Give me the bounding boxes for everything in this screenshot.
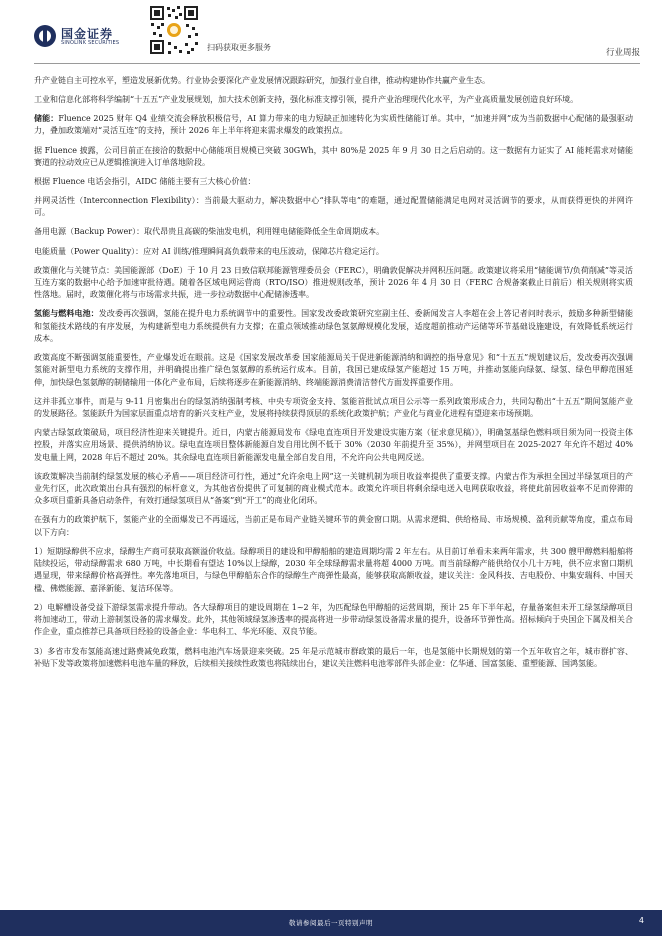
report-body (34, 75, 633, 677)
logo-mark-icon (34, 25, 56, 47)
company-logo (34, 25, 144, 49)
paragraph-text: 据 Fluence 披露，公司目前正在接洽的数据中心储能项目规模已突破 30GWh，其中 80%是 2025 年 9 月 30 日之后启动的。这一数据有力证实了 AI 能耗需求对储能赛道的拉动效应已从逻辑推演进入订单落地阶段。 (34, 145, 633, 167)
paragraph (34, 94, 633, 106)
paragraph (34, 195, 633, 220)
paragraph-text: 电能质量（Power Quality）：应对 AI 训练/推理瞬间高负载带来的电压波动，保障芯片稳定运行。 (34, 246, 384, 256)
paragraph-text: 根据 Fluence 电话会指引，AIDC 储能主要有三大核心价值： (34, 176, 256, 186)
paragraph (34, 226, 633, 238)
qr-code-icon[interactable] (148, 4, 200, 56)
qr-caption: 扫码获取更多服务 (207, 43, 271, 52)
paragraph-energy-storage (34, 113, 633, 138)
paragraph (34, 471, 633, 508)
paragraph-text: 并网灵活性（Interconnection Flexibility）：当前最大驱动力，解决数据中心“排队等电”的难题，通过配置储能满足电网对灵活调节的要求，从而获得更快的并网许可。 (34, 196, 633, 218)
header-divider (34, 63, 640, 64)
paragraph-text: Fluence 2025 财年 Q4 业绩交流会释放积极信号，AI 算力带来的电力短缺正加速转化为实质性储能订单。其中，“加速并网”成为当前数据中心配储的最强驱动力，叠加政策端对“灵活互连”的支持，预计 2026 年上半年将迎来需求爆发的政策拐点。 (34, 114, 633, 136)
paragraph-text: 2）电解槽设备受益下游绿氢需求提升带动。各大绿醇项目的建设周期在 1~2 年，为匹配绿色甲醇船的运营周期，预计 25 年下半年起，存量备案但未开工绿氢绿醇项目将加速动工，带动上游制氢设备的需求爆发。此外，其他领域绿氢渗透率的提高将进一步带动绿氢设备需求量的提升，设备环节弹性高。招标倾向于央国企下属及相关合作企业，重点推荐已具备项目经验的设备企业：华电科工、华光环能、双良节能。 (34, 602, 633, 637)
paragraph-list-item (34, 602, 633, 639)
paragraph-hydrogen (34, 308, 633, 345)
paragraph-text: 该政策解决当前制约绿氢发展的核心矛盾——项目经济可行性，通过“允许余电上网”这一关键机制为项目收益率提供了重要支撑。内蒙古作为承担全国过半绿氢项目的产业先行区，此次政策出台具有强烈的标杆意义，为其他省份提供了可复制的商业模式范本。政策允许项目将剩余绿电送入电网获取收益，将使此前因收益率不足而停滞的众多项目重新具备启动条件，有效打通绿氢项目从“备案”到“开工”的商业化闭环。 (34, 471, 633, 506)
paragraph (34, 246, 633, 258)
paragraph-lead: 储能： (34, 114, 59, 124)
paragraph-text: 备用电源（Backup Power）：取代昂贵且高碳的柴油发电机，利用锂电储能降低全生命周期成本。 (34, 227, 385, 237)
paragraph (34, 265, 633, 302)
paragraph-text: 升产业链自主可控水平，塑造发展新优势。行业协会要深化产业发展情况跟踪研究，加强行业自律，推动构建协作共赢产业生态。 (34, 76, 490, 85)
paragraph-text: 3）多省市发布氢能高速过路费减免政策，燃料电池汽车场景迎来突破。25 年是示范城市群政策的最后一年，也是氢能中长期规划的第一个五年收官之年，城市群扩容、补贴下发等政策将加速燃料电池车量的释放，后续相关接续性政策也将陆续出台，建议关注燃料电池零部件头部企业：亿华通、国富氢能、重塑能源、国鸿氢能。 (34, 646, 633, 668)
footer-disclaimer: 敬请参阅最后一页特别声明 (289, 919, 373, 927)
paragraph-text: 1）短期绿醇供不应求，绿醇生产商可获取高额溢价收益。绿醇项目的建设和甲醇船舶的建造周期均需 2 年左右。从目前订单看未来两年需求，共 300 艘甲醇燃料船舶将陆续投运，带动绿醇需求 680 万吨，中长期看有望达 10%以上绿醇，2030 年全球绿醇需求量将超 4000 万吨。而当前绿醇产能供给仅小几十万吨，供不应求窗口期机遇显现，带来绿醇价格高弹性。率先落地项目，与绿色甲醇船东合作的绿醇生产商弹性最高，能够获取高额收益，建议关注：金风科技、吉电股份、中集安瑞科、中国天楹、佛燃能源、嘉泽新能、复洁环保等。 (34, 546, 633, 593)
paragraph-text: 在强有力的政策护航下，氢能产业的全面爆发已不再遥远，当前正是布局产业链关键环节的黄金窗口期。从需求逻辑、供给格局、市场规模、盈利贡献等角度，重点布局以下方向： (34, 515, 633, 537)
logo-chinese-name: 国金证券 (61, 27, 114, 41)
paragraph-text: 发改委再次强调，氢能在提升电力系统调节中的重要性。国家发改委政策研究室副主任、委新闻发言人李超在会上答记者问时表示，鼓励多种新型储能和氢能技术路线的有序发展，为构建新型电力系统提供有力支撑；在重点领域推动绿色氢氨醇规模化发展，适度超前推动产运储等环节基础设施建设，有效降低系统运行成本。 (34, 309, 634, 343)
report-type-label: 行业周报 (605, 48, 640, 58)
paragraph (34, 396, 633, 421)
paragraph (34, 514, 633, 539)
paragraph-list-item (34, 546, 633, 595)
paragraph-text: 内蒙古绿氢政策破局，项目经济性迎来关键提升。近日，内蒙古能源局发布《绿电直连项目开发建设实施方案（征求意见稿）》，明确氢基绿色燃料项目须为同一投资主体控股，并落实应用场景、提供消纳协议。绿电直连项目整体新能源自发自用比例不低于 30%（2030 年前提升至 35%），并网型项目在 2025-2027 年允许不超过 40%发电量上网，2028 年后不超过 20%。其余绿电直连项目新能源发电量全部自发自用，不允许向公共电网反送。 (34, 428, 633, 462)
page-header (0, 0, 662, 68)
paragraph-text: 工业和信息化部将科学编制“十五五”产业发展规划，加大技术创新支持，强化标准支撑引领，提升产业治理现代化水平，为产业高质量发展创造良好环境。 (34, 95, 579, 105)
logo-english-name: SINOLINK SECURITIES (61, 40, 120, 46)
paragraph (34, 427, 633, 464)
page-footer (0, 910, 662, 936)
paragraph (34, 176, 633, 188)
paragraph-lead: 氢能与燃料电池： (34, 309, 99, 319)
paragraph-text: 政策高度不断强调氢能重要性，产业爆发近在眼前。这是《国家发展改革委 国家能源局关于促进新能源消纳和调控的指导意见》和“十五五”规划建议后，发改委再次强调氢能对新型电力系统的支撑作用，并明确提出推广绿色氢氨醇的系统运行成本。目前，我国已建成绿氢产能超过 15 万吨，并推动氢能向绿氨、绿氢、绿色甲醇范围延伸，加快绿色氢氨醇的制储输用一体化产业布局，后续将逐步在新能源消纳、终端能源消费清洁替代方面发挥重要作用。 (34, 353, 633, 387)
paragraph (34, 75, 633, 87)
paragraph-text: 这并非孤立事件，而是与 9-11 月密集出台的绿氢消纳强制考核、中央专项资金支持、氢能首批试点项目公示等一系列政策形成合力，共同勾勒出“十五五”期间氢能产业的发展路径。氢能跃升为国家层面重点培育的新兴支柱产业，发展将持续获得顶层的系统化政策护航；产业化与商业化进程有望迎来市场预期。 (34, 396, 633, 418)
paragraph-text: 政策催化与关键节点：美国能源部（DoE）于 10 月 23 日致信联邦能源管理委员会（FERC），明确敦促解决并网积压问题。政策建议将采用“储能调节/负荷削减”等灵活互连方案的数据中心给予加速审批待遇。随着各区域电网运营商（RTO/ISO）推进规则改革，预计 2026 年 4 月 30 日（FERC 合规备案截止日前后）相关规则将实质性落地。届时，政策催化将与市场需求共振，进一步拉动数据中心配储渗透率。 (34, 265, 633, 300)
paragraph-list-item (34, 646, 633, 671)
paragraph (34, 145, 633, 170)
paragraph (34, 352, 633, 389)
page-number: 4 (638, 916, 644, 925)
